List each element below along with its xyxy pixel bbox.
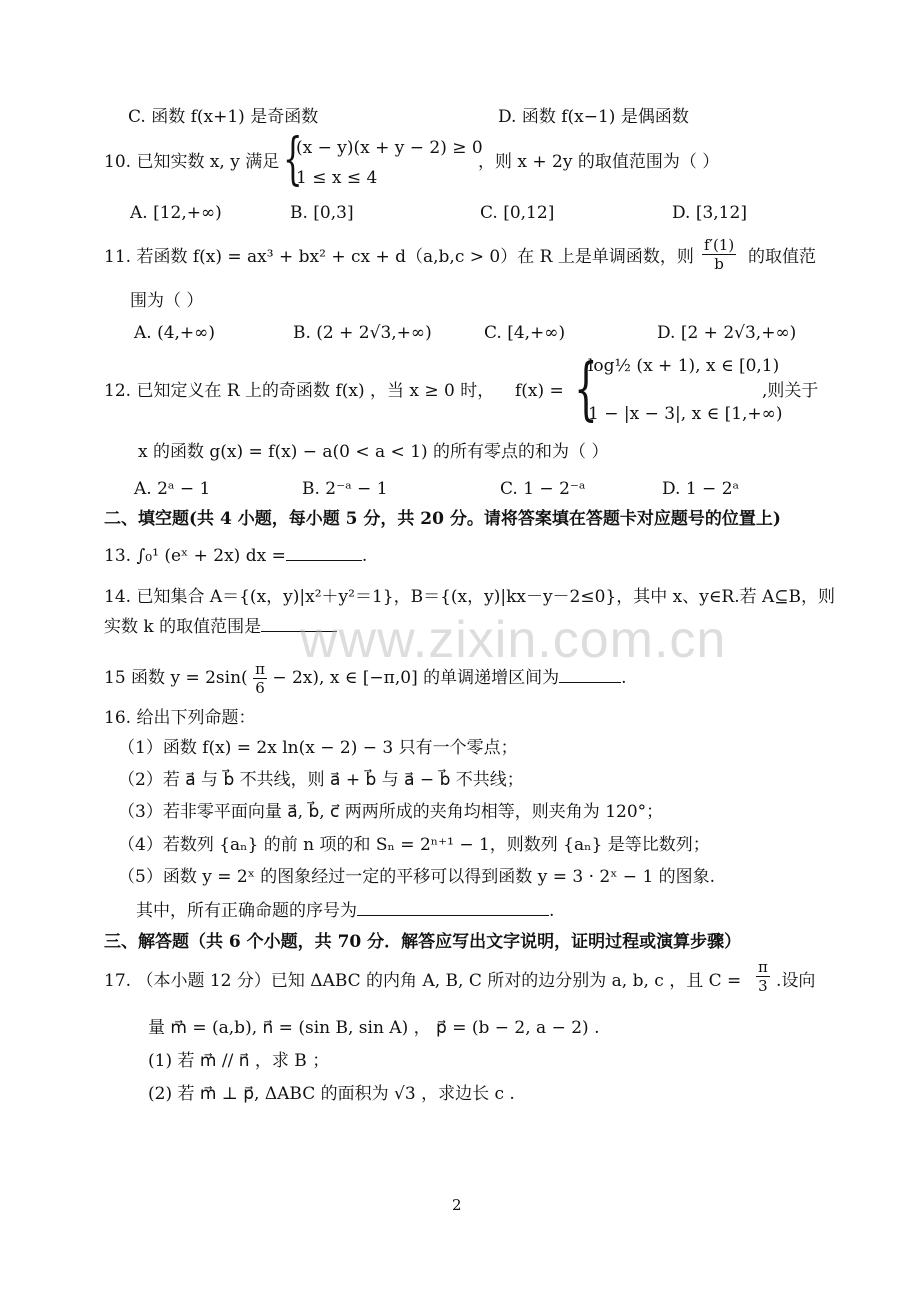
q12-stem-end: ,则关于 [762, 381, 819, 401]
q16-proposition-2: （2）若 a⃗ 与 b⃗ 不共线，则 a⃗ + b⃗ 与 a⃗ − b⃗ 不共线； [118, 770, 524, 790]
q11-frac-num: f′(1) [704, 236, 735, 254]
q13-stem: 13. ∫₀¹ (eˣ + 2x) dx = . [104, 546, 368, 566]
q12-stem-cont: x 的函数 g(x) = f(x) − a(0 < a < 1) 的所有零点的和为（ ） [138, 442, 609, 462]
q17-stem: 17. （本小题 12 分）已知 ΔABC 的内角 A, B, C 所对的边分别为 a, b, c ，且 C = [104, 971, 742, 991]
q10-option-d: D. [3,12] [672, 203, 747, 223]
q16-question: 其中，所有正确命题的序号为 . [136, 901, 555, 921]
q12-stem: 12. 已知定义在 R 上的奇函数 f(x) ，当 x ≥ 0 时， [104, 381, 495, 401]
q17-stem-end: .设向 [776, 971, 816, 991]
q15-stem: 15 函数 y = 2sin( $\frac{\pi}{6}$ − 2x), x ∈ [−π,0] 的单调递增区间为 . [104, 660, 627, 697]
q12-brace: { [574, 350, 598, 429]
q12-piece-2: 1 − |x − 3|, x ∈ [1,+∞) [588, 404, 783, 424]
q9-option-d: D. 函数 f(x−1) 是偶函数 [498, 107, 689, 127]
q16-ask: 其中，所有正确命题的序号为 [136, 901, 357, 921]
q11-frac-den: b [714, 255, 724, 273]
q17-part-2: (2) 若 m⃗ ⊥ p⃗, ΔABC 的面积为 √3 ，求边长 c . [148, 1084, 515, 1104]
q16-proposition-4: （4）若数列 {aₙ} 的前 n 项的和 Sₙ = 2ⁿ⁺¹ − 1，则数列 {aₙ} 是等比数列； [118, 835, 710, 855]
q11-option-a: A. (4,+∞) [134, 323, 215, 343]
q16-proposition-5: （5）函数 y = 2ˣ 的图象经过一定的平移可以得到函数 y = 3 · 2ˣ − 1 的图象. [118, 867, 716, 887]
q10-option-b: B. [0,3] [290, 203, 354, 223]
q14-stem: 14. 已知集合 A＝{(x，y)|x²＋y²＝1}，B＝{(x，y)|kx－y－2≤0}，其中 x、y∈R.若 A⊆B，则 [104, 587, 836, 607]
q10-brace: { [283, 127, 303, 192]
q10-option-c: C. [0,12] [480, 203, 555, 223]
q11-option-b: B. (2 + 2√3,+∞) [293, 323, 432, 343]
q16-answer-blank [357, 901, 549, 916]
q17-vectors: 量 m⃗ = (a,b), n⃗ = (sin B, sin A) ， p⃗ = (b − 2, a − 2) . [148, 1018, 600, 1038]
q11-option-d: D. [2 + 2√3,+∞) [657, 323, 797, 343]
section-2-heading: 二、填空题(共 4 小题，每小题 5 分，共 20 分。请将答案填在答题卡对应题号的位置上) [104, 509, 781, 529]
q15-frac-num: π [255, 660, 265, 678]
q10-condition-1: (x − y)(x + y − 2) ≥ 0 [296, 138, 483, 158]
q12-fx: f(x) = [515, 381, 564, 401]
q13-answer-blank [286, 546, 362, 561]
watermark: www.zixin.com.cn [300, 611, 727, 669]
q15-answer-blank [559, 668, 621, 683]
q17-fraction [756, 958, 770, 995]
q17-frac-num: π [758, 958, 768, 976]
page-number: 2 [452, 1196, 462, 1214]
q15-frac-den: 6 [255, 679, 265, 697]
q17-frac-den: 3 [758, 977, 768, 995]
q15-text-b: − 2x), x ∈ [−π,0] 的单调递增区间为 [272, 668, 560, 688]
q12-option-a: A. 2ᵃ − 1 [134, 479, 211, 499]
q11-stem-cont: 围为（ ） [130, 291, 204, 311]
q11-stem: 11. 若函数 f(x) = ax³ + bx² + cx + d（a,b,c > 0）在 R 上是单调函数，则 [104, 247, 694, 267]
q15-fraction [253, 660, 267, 697]
q9-option-c: C. 函数 f(x+1) 是奇函数 [128, 107, 319, 127]
q10-stem: 10. 已知实数 x, y 满足 [104, 152, 280, 172]
q12-piece-1: log½ (x + 1), x ∈ [0,1) [588, 356, 780, 376]
q11-stem-end: 的取值范 [748, 247, 816, 267]
q15-text-a: 15 函数 y = 2sin( [104, 668, 248, 688]
q14-text: 实数 k 的取值范围是 [104, 617, 262, 637]
q11-fraction [702, 236, 736, 273]
section-3-heading: 三、解答题（共 6 个小题，共 70 分．解答应写出文字说明，证明过程或演算步骤） [104, 932, 742, 952]
q10-condition-2: 1 ≤ x ≤ 4 [296, 168, 378, 188]
q17-part-1: (1) 若 m⃗ // n⃗ ，求 B ； [148, 1051, 330, 1071]
q12-option-d: D. 1 − 2ᵃ [662, 479, 740, 499]
q12-option-b: B. 2⁻ᵃ − 1 [302, 479, 388, 499]
q10-stem-end: ，则 x + 2y 的取值范围为（ ） [478, 152, 720, 172]
q12-option-c: C. 1 − 2⁻ᵃ [500, 479, 586, 499]
q13-text: 13. ∫₀¹ (eˣ + 2x) dx = [104, 546, 286, 566]
q16-stem: 16. 给出下列命题： [104, 708, 256, 728]
q10-option-a: A. [12,+∞) [130, 203, 222, 223]
q16-proposition-1: （1）函数 f(x) = 2x ln(x − 2) − 3 只有一个零点； [118, 738, 518, 758]
q16-proposition-3: （3）若非零平面向量 a⃗, b⃗, c⃗ 两两所成的夹角均相等，则夹角为 120°； [118, 802, 664, 822]
q11-option-c: C. [4,+∞) [484, 323, 566, 343]
